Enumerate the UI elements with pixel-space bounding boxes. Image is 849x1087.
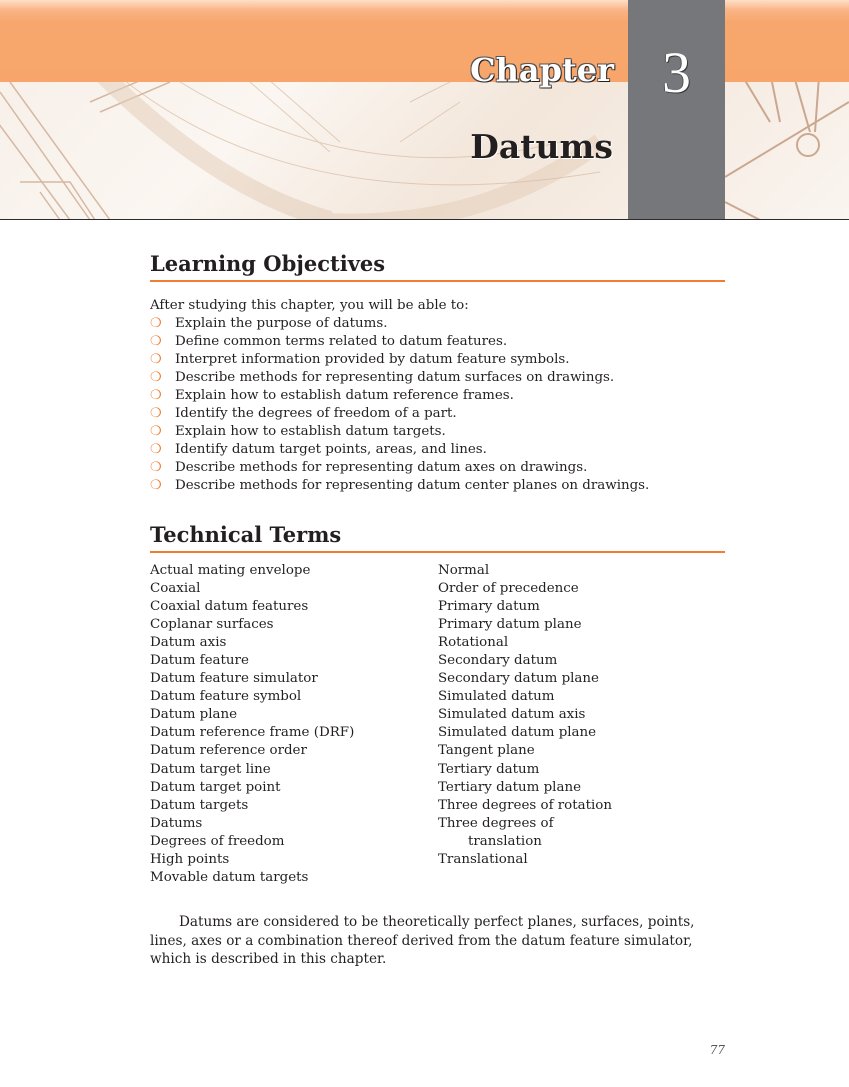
chapter-banner: [0, 0, 849, 220]
term-item: Tangent plane: [438, 743, 535, 759]
term-item: Degrees of freedom: [150, 833, 285, 849]
term-item: Datum reference frame (DRF): [150, 725, 355, 741]
term-item: Datum feature simulator: [150, 671, 318, 687]
list-item: [150, 387, 649, 405]
circle-bullet-icon: ❍: [150, 460, 162, 475]
learning-objectives-heading: Learning Objectives: [150, 250, 725, 282]
list-item: [150, 369, 649, 387]
term-item: Coplanar surfaces: [150, 617, 274, 633]
term-item: Coaxial: [150, 581, 201, 597]
term-item: Translational: [438, 851, 528, 867]
term-item: Normal: [438, 563, 490, 578]
list-item: [150, 459, 649, 477]
term-item: Simulated datum plane: [438, 725, 597, 741]
list-item: [150, 315, 649, 333]
chapter-label: Chapter: [470, 51, 614, 89]
term-item: Movable datum targets: [150, 869, 309, 885]
term-item: Secondary datum: [438, 653, 558, 669]
circle-bullet-icon: ❍: [150, 388, 162, 403]
list-item: [150, 423, 649, 441]
term-item: Datum axis: [150, 635, 227, 651]
term-item: Simulated datum axis: [438, 707, 586, 723]
term-item: Datum reference order: [150, 743, 307, 759]
circle-bullet-icon: ❍: [150, 424, 162, 439]
circle-bullet-icon: ❍: [150, 442, 162, 457]
term-item: Secondary datum plane: [438, 671, 599, 687]
circle-bullet-icon: ❍: [150, 352, 162, 367]
term-item: Datum feature symbol: [150, 689, 302, 705]
banner-bottom-rule: [0, 219, 849, 220]
term-item: Rotational: [438, 635, 509, 651]
term-item: Simulated datum: [438, 689, 555, 705]
circle-bullet-icon: ❍: [150, 406, 162, 421]
term-item: Datum targets: [150, 797, 249, 813]
term-item: Order of precedence: [438, 581, 579, 597]
objective-text: Describe methods for representing datum axes on drawings.: [175, 460, 588, 475]
terms-right-column: [438, 562, 612, 869]
term-item: Primary datum: [438, 599, 540, 615]
chapter-number-bar: [628, 0, 725, 220]
objective-text: Identify the degrees of freedom of a part.: [175, 406, 457, 421]
page-number: 77: [709, 1043, 725, 1057]
term-item: Primary datum plane: [438, 617, 582, 633]
term-item: Datum target line: [150, 761, 271, 777]
list-item: [150, 405, 649, 423]
list-item: [150, 477, 649, 495]
terms-left-column: [150, 562, 354, 887]
circle-bullet-icon: ❍: [150, 478, 162, 493]
chapter-title: Datums: [470, 127, 613, 166]
term-item-continuation: translation: [468, 833, 542, 849]
objective-text: Explain how to establish datum reference frames.: [175, 388, 514, 403]
objective-text: Describe methods for representing datum center planes on drawings.: [175, 478, 650, 493]
term-item: Tertiary datum plane: [438, 779, 581, 795]
chapter-number: 3: [662, 40, 691, 105]
term-item: Three degrees of rotation: [438, 797, 612, 813]
objectives-intro: After studying this chapter, you will be able to:: [150, 298, 469, 313]
objective-text: Identify datum target points, areas, and lines.: [175, 442, 487, 457]
term-item: Datum feature: [150, 653, 249, 669]
circle-bullet-icon: ❍: [150, 316, 162, 331]
term-item: Three degrees of: [438, 815, 554, 831]
list-item: [150, 351, 649, 369]
list-item: [150, 333, 649, 351]
objective-text: Define common terms related to datum features.: [175, 334, 508, 349]
objective-text: Explain how to establish datum targets.: [175, 424, 446, 439]
technical-terms-heading: Technical Terms: [150, 521, 725, 553]
circle-bullet-icon: ❍: [150, 370, 162, 385]
term-item: High points: [150, 851, 230, 867]
objective-text: Interpret information provided by datum feature symbols.: [175, 352, 570, 367]
term-item: Datum plane: [150, 707, 238, 723]
objectives-list: [150, 315, 649, 495]
term-item: Coaxial datum features: [150, 599, 309, 615]
term-item: Datums: [150, 815, 203, 831]
term-item: Datum target point: [150, 779, 281, 795]
objective-text: Explain the purpose of datums.: [175, 316, 388, 331]
list-item: [150, 441, 649, 459]
term-item: Actual mating envelope: [150, 563, 311, 578]
objective-text: Describe methods for representing datum surfaces on drawings.: [175, 370, 615, 385]
circle-bullet-icon: ❍: [150, 334, 162, 349]
term-item: Tertiary datum: [438, 761, 540, 777]
body-paragraph: Datums are considered to be theoretically perfect planes, surfaces, points, lines, axes or a combination thereof derived from the datum feature simulator, which is described in this chapter.: [150, 914, 695, 967]
